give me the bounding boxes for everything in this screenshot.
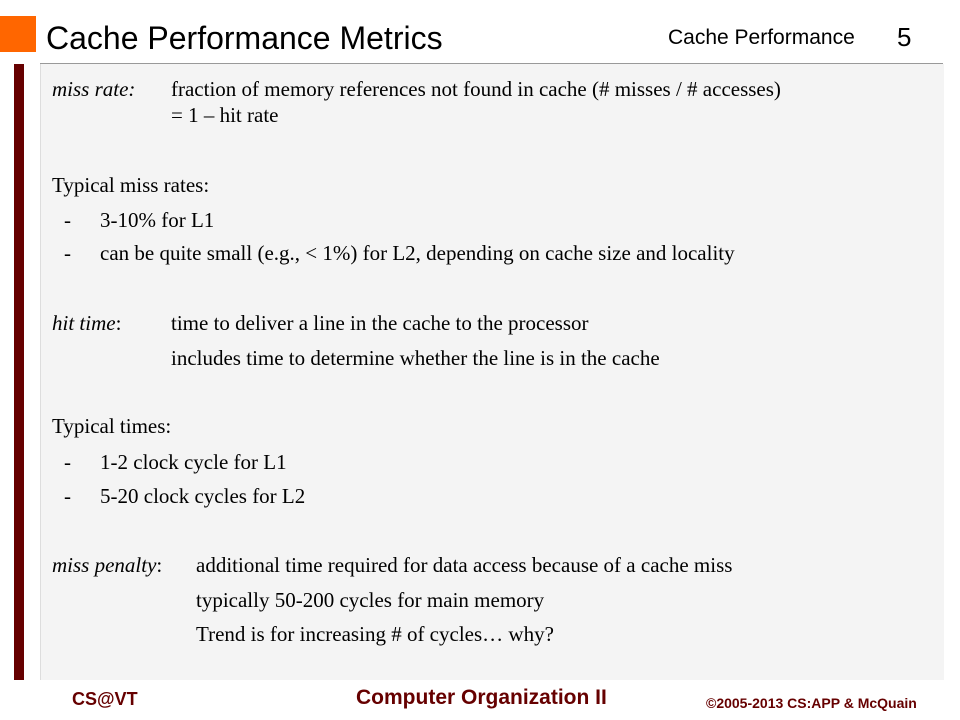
miss-penalty-definition: additional time required for data access because of a cache miss [196,553,733,577]
footer-course-tag: CS@VT [72,689,138,709]
list-item-dash: - [64,241,71,265]
list-item: 1-2 clock cycle for L1 [100,450,287,474]
miss-penalty-colon: : [156,553,163,577]
hit-time-definition-2: includes time to determine whether the line is in the cache [171,346,660,370]
miss-penalty-term: miss penalty [52,553,157,577]
list-item-dash: - [64,484,71,508]
list-item: 5-20 clock cycles for L2 [100,484,306,508]
footer-copyright: ©2005-2013 CS:APP & McQuain [706,695,917,711]
hit-time-term: hit time [52,311,116,335]
orange-square-decoration [0,16,36,52]
miss-penalty-definition-2: typically 50-200 cycles for main memory [196,588,545,612]
hit-time-colon: : [115,311,122,335]
miss-penalty-term-wrapper [52,552,162,578]
miss-rate-equation: = 1 – hit rate [171,103,279,127]
list-item: can be quite small (e.g., < 1%) for L2, depending on cache size and locality [100,241,735,265]
list-item-dash: - [64,450,71,474]
hit-time-term-wrapper [52,310,121,336]
page-number: 5 [897,22,912,52]
slide-title: Cache Performance Metrics [46,20,443,56]
list-item-dash: - [64,208,71,232]
list-item: 3-10% for L1 [100,208,215,232]
left-accent-bar [14,64,24,680]
hit-time-definition: time to deliver a line in the cache to the processor [171,311,589,335]
footer-course-title: Computer Organization II [356,686,607,709]
typical-miss-rates-heading: Typical miss rates: [52,173,210,197]
section-label: Cache Performance [668,26,855,49]
miss-penalty-definition-3: Trend is for increasing # of cycles… why? [196,622,554,646]
miss-rate-definition: fraction of memory references not found in cache (# misses / # accesses) [171,77,781,101]
typical-times-heading: Typical times: [52,414,172,438]
miss-rate-term: miss rate: [52,77,136,101]
